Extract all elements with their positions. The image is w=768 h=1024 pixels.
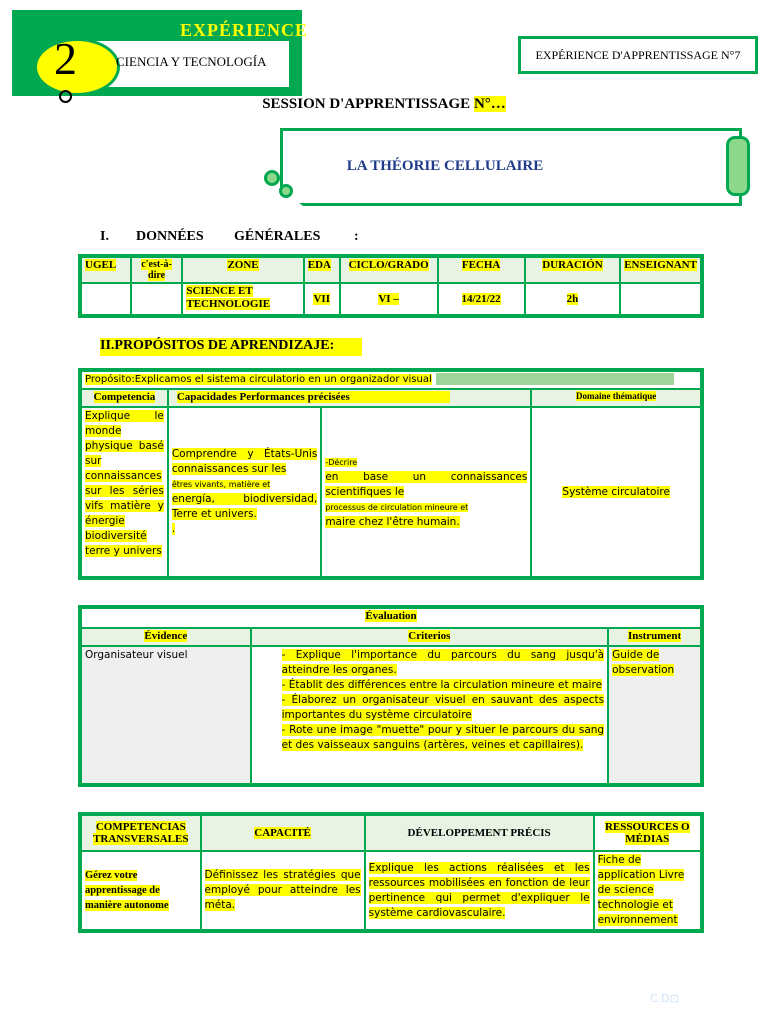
header-cell: CAPACITÉ [201, 815, 365, 851]
table-cell: SCIENCE ET TECHNOLOGIE [182, 283, 303, 315]
badge-circle [34, 38, 120, 96]
table-cell [620, 283, 701, 315]
header-cell: DÉVELOPPEMENT PRÉCIS [365, 815, 594, 851]
competence-cell: Gérez votre apprentissage de manière autonome [81, 851, 201, 930]
circle-icon [264, 170, 280, 186]
header-cell: Criterios [251, 628, 608, 646]
evaluation-table [78, 605, 704, 787]
header-cell: FECHA [438, 257, 525, 283]
pill-icon [726, 136, 750, 196]
header-cell: ENSEIGNANT [620, 257, 701, 283]
evaluation-title: Évaluation [81, 608, 701, 628]
section-word: DONNÉES [136, 229, 204, 244]
session-number: N°… [473, 96, 506, 112]
evidence-cell: Organisateur visuel [81, 646, 251, 784]
developpement-cell: Explique les actions réalisées et les ressources mobilisées en fonction de leur pertinence qui permet d'expliquer le système cardiovasculaire. [365, 851, 594, 930]
list-item: - Explique l'importance du parcours du sang jusqu'à atteindre les organes. [281, 649, 605, 676]
footer-mark: C.D⊡ [650, 992, 679, 1005]
table-cell [131, 283, 183, 315]
header-cell: DURACIÓN [525, 257, 620, 283]
table-cell: VII [304, 283, 340, 315]
header-cell: UGEL [81, 257, 131, 283]
performance-cell: -Décrire en base un connaissances scientifiques le processus de circulation mineure et maire chez l'être humain. [321, 407, 531, 577]
criteria-cell [251, 646, 608, 784]
table-cell [81, 283, 131, 315]
section-number: I. [100, 229, 109, 244]
general-data-table [78, 254, 704, 318]
header-banner [12, 10, 309, 96]
domaine-cell: Système circulatoire [531, 407, 701, 577]
banner-title: EXPÉRIENCE [180, 20, 309, 40]
purpose-table [78, 368, 704, 580]
experience-label: EXPÉRIENCE D'APPRENTISSAGE N°7 [518, 36, 758, 74]
instrument-cell: Guide de observation [608, 646, 701, 784]
section-word: GÉNÉRALES [234, 229, 321, 244]
table-cell: 14/21/22 [438, 283, 525, 315]
transversal-table [78, 812, 704, 933]
topic-title: LA THÉORIE CELLULAIRE [346, 158, 544, 174]
capacite-cell: Définissez les stratégies que employé pour atteindre les méta. [201, 851, 365, 930]
section-colon: : [354, 229, 359, 244]
section-2-title: II.PROPÓSITOS DE APRENDIZAJE: [100, 338, 362, 356]
header-cell: COMPETENCIAS TRANSVERSALES [81, 815, 201, 851]
header-cell: Instrument [608, 628, 701, 646]
badge-number: 2 [54, 33, 77, 84]
header-cell: ZONE [182, 257, 303, 283]
header-cell: Évidence [81, 628, 251, 646]
list-item: - Élaborez un organisateur visuel en sauvant des aspects importantes du système circulatoire [281, 694, 605, 721]
header-cell: Competencia [81, 389, 168, 407]
session-prefix: SESSION D'APPRENTISSAGE [262, 96, 474, 112]
header-cell: Capacidades Performances précisées [168, 389, 532, 407]
header-cell: Domaine thématique [531, 389, 701, 407]
session-title [0, 96, 768, 113]
table-cell: VI – [340, 283, 438, 315]
purpose-row: Propósito:Explicamos el sistema circulatorio en un organizador visual [81, 371, 701, 389]
circle-icon [279, 184, 293, 198]
section-1-title [100, 229, 359, 245]
purpose-bar [436, 373, 674, 385]
ressources-cell: Fiche de application Livre de science technologie et environnement [594, 851, 701, 930]
list-item: - Rote une image "muette" pour y situer le parcours du sang et des vaisseaux sanguins (artères, veines et capillaires). [281, 724, 605, 751]
capacidades-cell: Comprendre y États-Unis connaissances sur les êtres vivants, matière et energía, biodiversidad, Terre et univers. . [168, 407, 321, 577]
table-cell: 2h [525, 283, 620, 315]
header-cell: CICLO/GRADO [340, 257, 438, 283]
header-cell: EDA [304, 257, 340, 283]
header-cell: RESSOURCES O MÉDIAS [594, 815, 701, 851]
area-label: CIENCIA Y TECNOLOGÍA [116, 54, 267, 69]
competencia-cell: Explique le monde physique basé sur connaissances sur les séries vifs matière y énergie biodiversité terre y univers [81, 407, 168, 577]
list-item: - Établit des différences entre la circulation mineure et maire [281, 679, 603, 691]
header-cell: c'est-à-dire [131, 257, 183, 283]
